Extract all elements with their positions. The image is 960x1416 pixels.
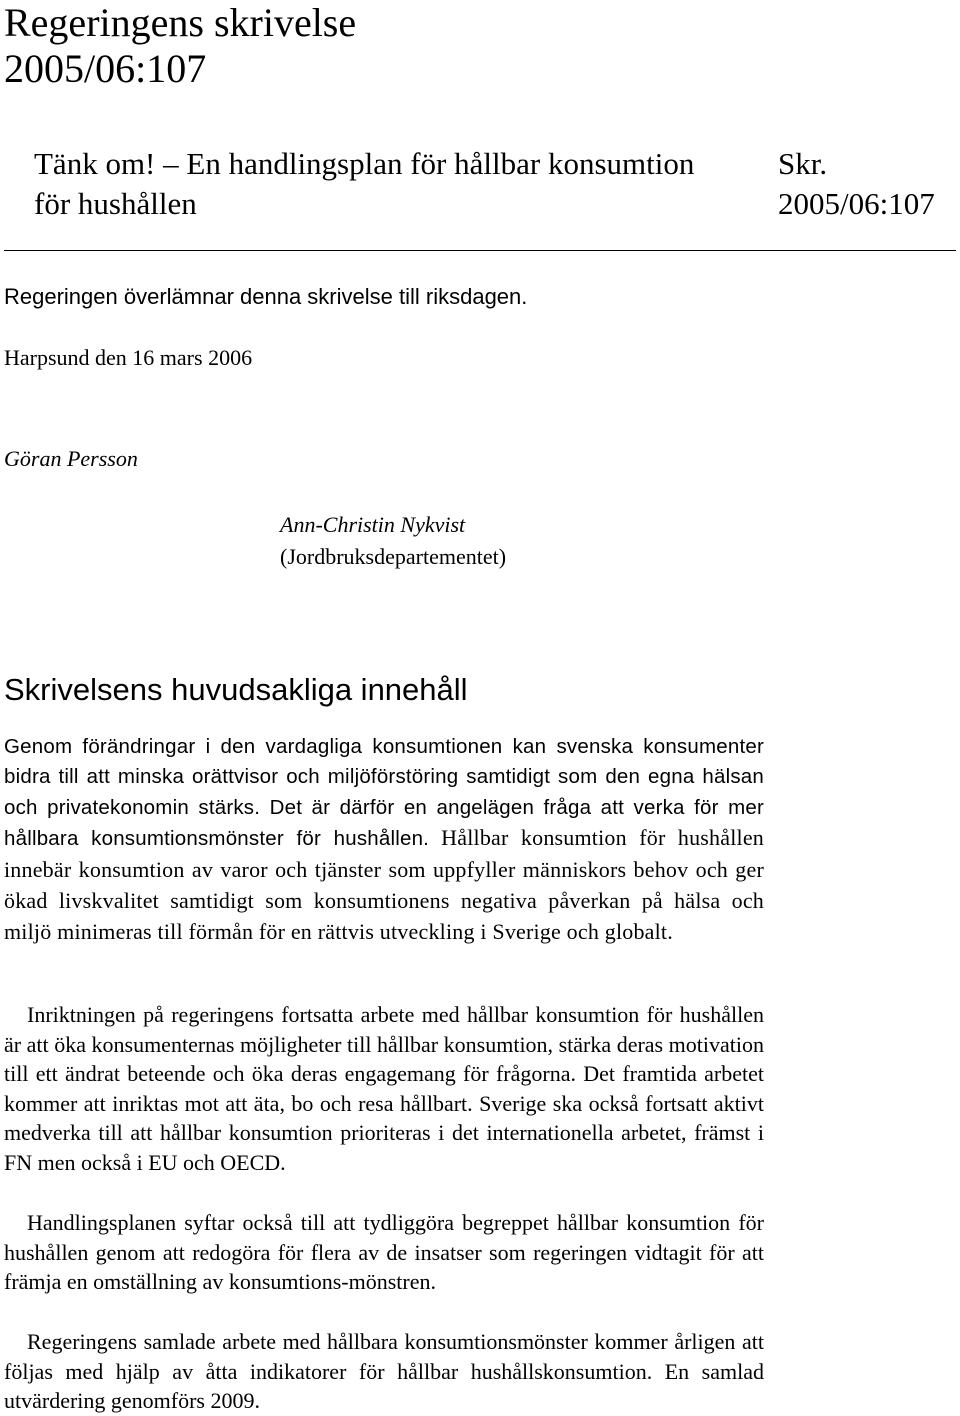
summary-paragraph-1-part-b: Hållbar konsumtion för hushållen innebär konsumtion av varor och tjänster som uppfyller människors behov och ger ökad livskvalitet samtidigt som konsumtionens negativa påverkan på hälsa och miljö minimeras till förmån för en rättvis utveckling i Sverige och globalt. bbox=[4, 825, 765, 945]
document-subtitle bbox=[34, 144, 774, 224]
transmittal-text: Regeringen överlämnar denna skrivelse till riksdagen. bbox=[4, 284, 528, 309]
skr-number: 2005/06:107 bbox=[778, 186, 935, 221]
skr-label: Skr. bbox=[778, 146, 828, 181]
document-title-line: Regeringens skrivelse bbox=[4, 0, 357, 45]
summary-paragraph-1 bbox=[4, 732, 764, 949]
skr-reference bbox=[778, 144, 935, 224]
document-title bbox=[4, 0, 356, 92]
signature-prime-minister: Göran Persson bbox=[4, 446, 138, 471]
document-number-line: 2005/06:107 bbox=[4, 46, 207, 91]
summary-paragraph-2: Inriktningen på regeringens fortsatta arbete med hållbar konsumtion för hushållen är att öka konsumenternas möjligheter till hållbar konsumtion, stärka deras motivation till ett ändrat beteende och öka deras engagemang för frågorna. Det framtida arbetet kommer att inriktas mot att äta, bo och resa hållbart. Sverige ska också fortsatt aktivt medverka till att hållbar konsumtion prioriteras i det internationella arbetet, främst i FN men också i EU och OECD. bbox=[4, 1002, 764, 1175]
header-divider bbox=[4, 250, 956, 251]
signature-department: (Jordbruksdepartementet) bbox=[280, 544, 507, 569]
section-heading: Skrivelsens huvudsakliga innehåll bbox=[4, 672, 468, 707]
place-date: Harpsund den 16 mars 2006 bbox=[4, 345, 253, 370]
summary-paragraph-1-part-a: Genom förändringar i den vardagliga konsumtionen kan svenska konsumenter bidra till att minska orättvisor och miljöförstöring samtidigt som den egna hälsan och privatekonomin stärks. Det är därför en angelägen fråga att verka för mer hållbara konsumtionsmönster för hushållen. bbox=[4, 735, 764, 851]
summary-paragraph-3: Handlingsplanen syftar också till att tydliggöra begreppet hållbar konsumtion för hushållen genom att redogöra för flera av de insatser som regeringen vidtagit för att främja en omställning av konsumtions-mönstren. bbox=[4, 1210, 764, 1295]
subtitle-line: Tänk om! – En handlingsplan för hållbar konsumtion bbox=[34, 146, 695, 181]
signature-minister: Ann-Christin Nykvist bbox=[280, 512, 466, 537]
summary-paragraph-4: Regeringens samlade arbete med hållbara konsumtionsmönster kommer årligen att följas med hjälp av åtta indikatorer för hållbar hushållskonsumtion. En samlad utvärdering genomförs 2009. bbox=[4, 1329, 764, 1414]
subtitle-line: för hushållen bbox=[34, 186, 197, 221]
